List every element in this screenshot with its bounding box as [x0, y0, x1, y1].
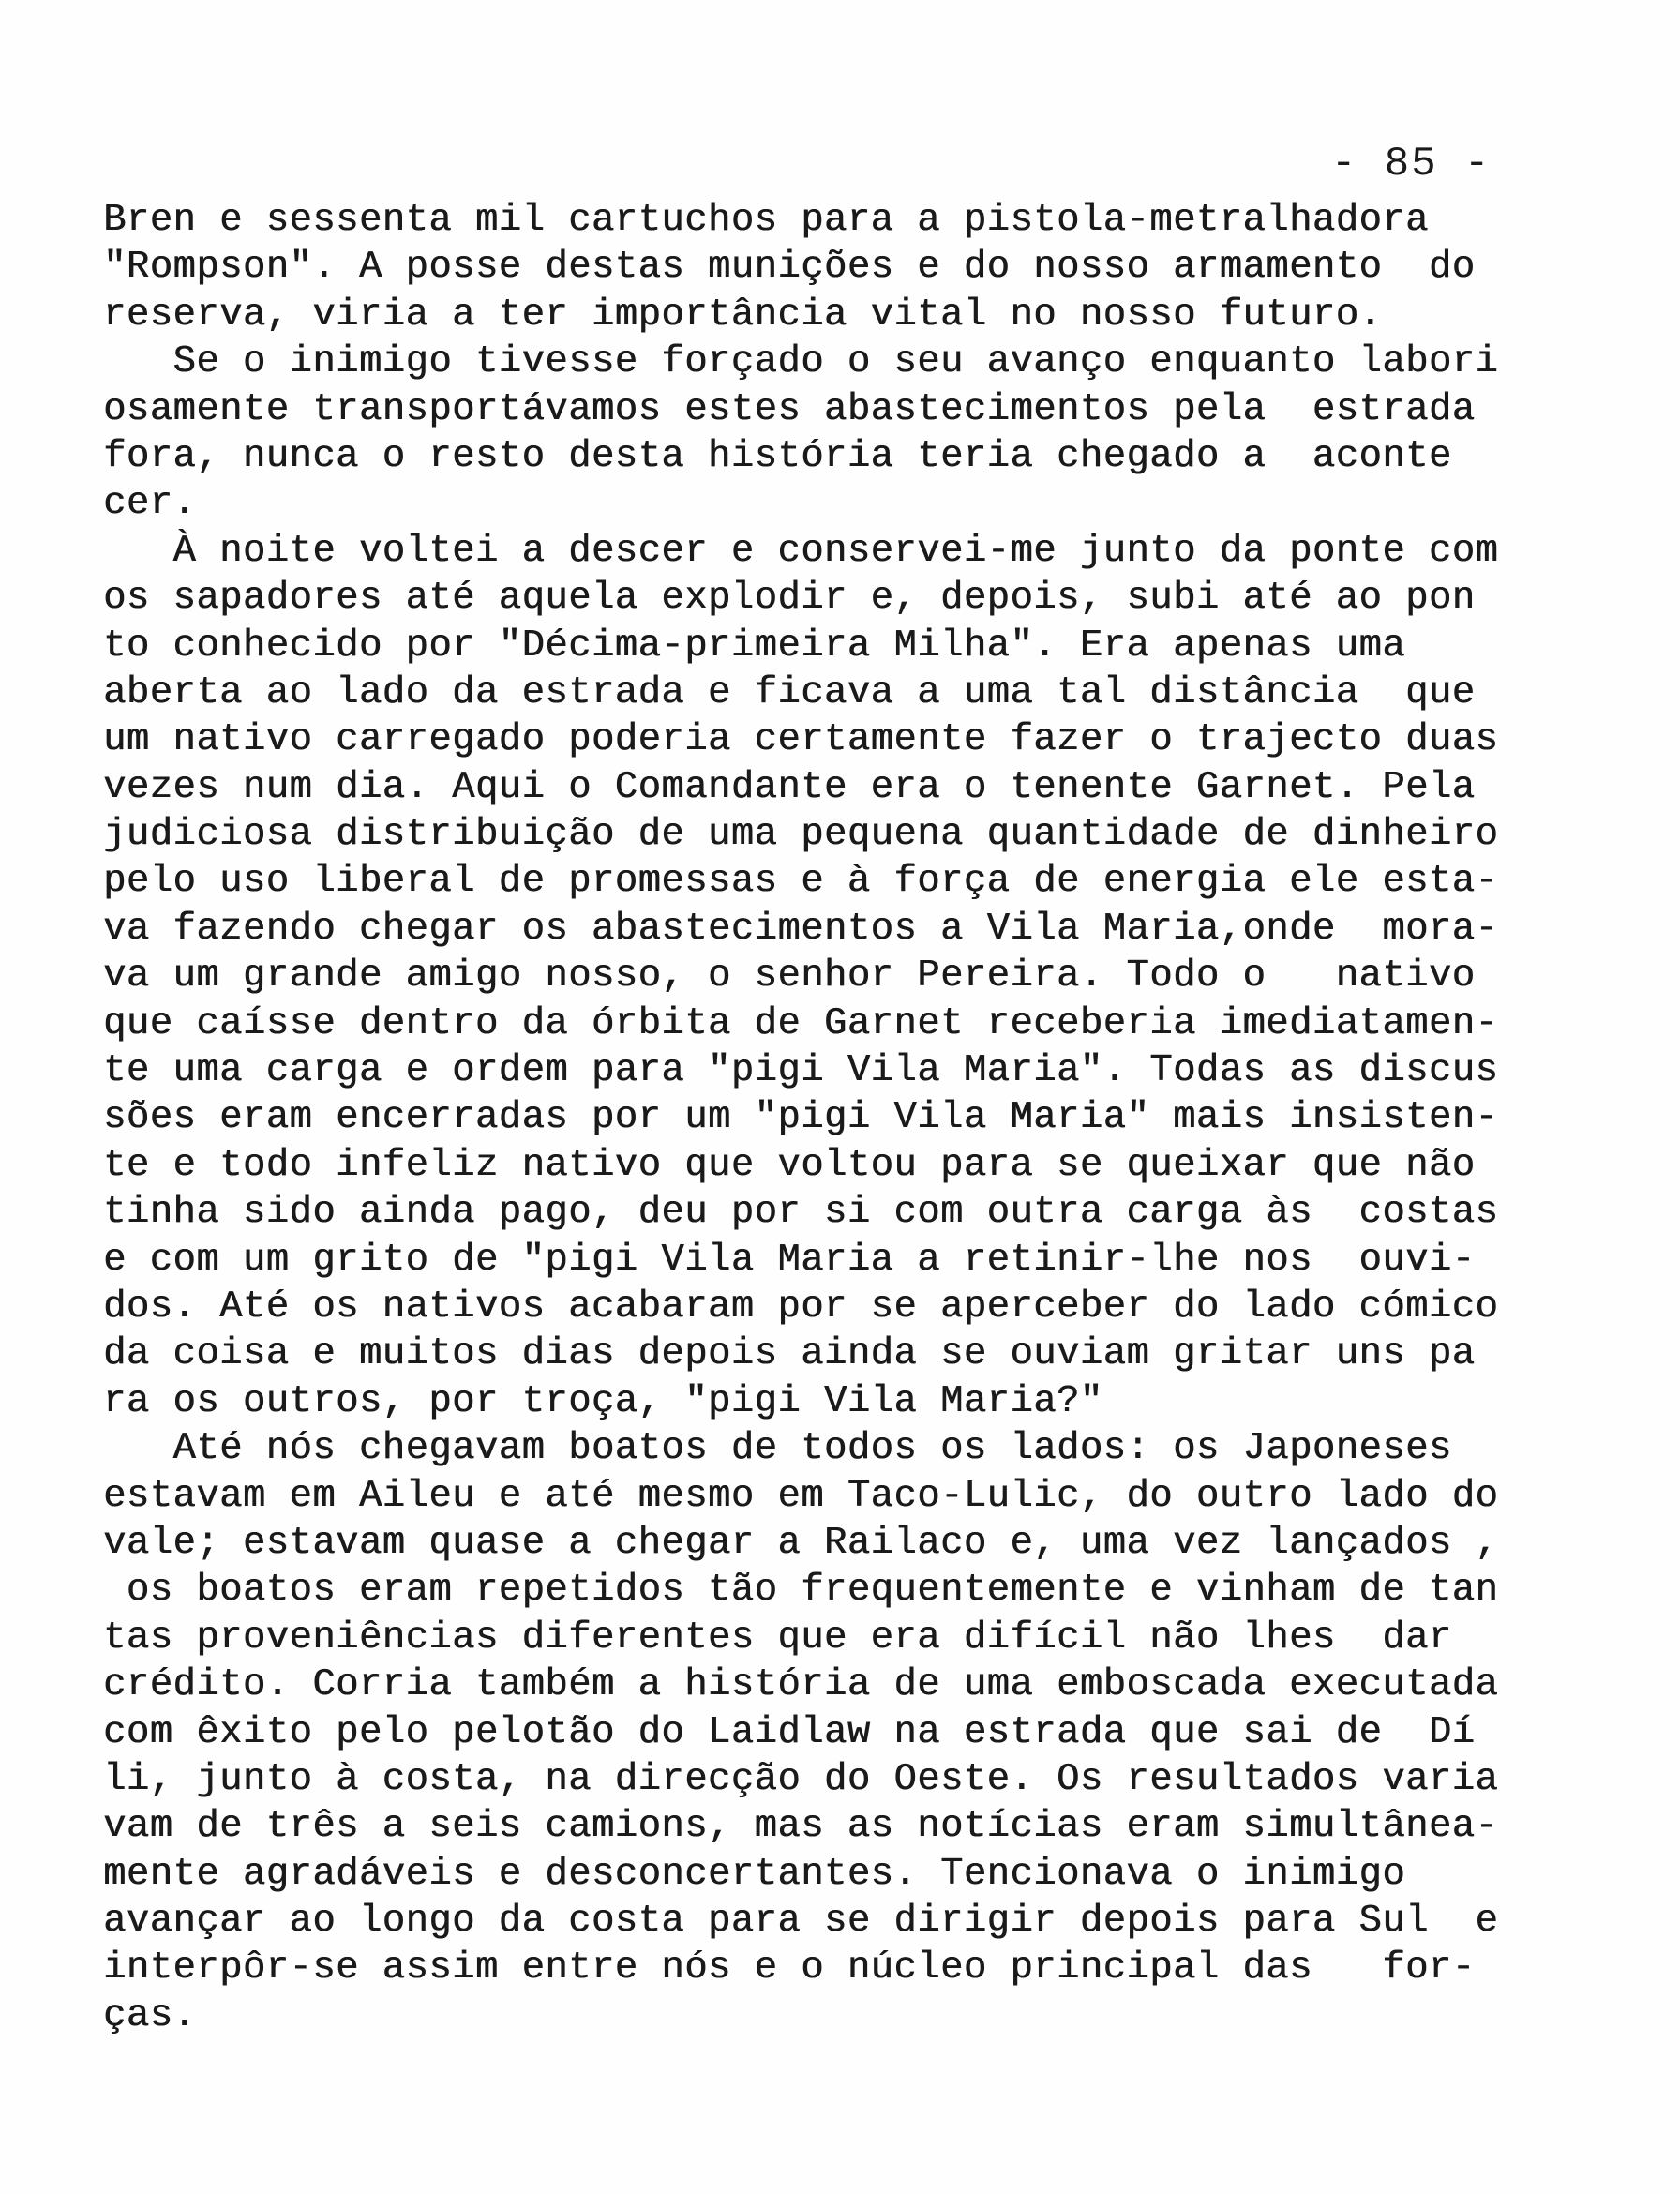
text-line: com êxito pelo pelotão do Laidlaw na estrada que sai de Dí [103, 1710, 1476, 1754]
page-number: - 85 - [1331, 141, 1492, 188]
text-line: vam de três a seis camions, mas as notícias eram simultânea- [103, 1805, 1499, 1849]
text-line: mente agradáveis e desconcertantes. Tencionava o inimigo [103, 1852, 1406, 1896]
text-line: estavam em Aileu e até mesmo em Taco-Lulic, do outro lado do [103, 1474, 1499, 1518]
text-line: te uma carga e ordem para "pigi Vila Maria". Todas as discus [103, 1049, 1499, 1093]
text-line: crédito. Corria também a história de uma emboscada executada [103, 1663, 1499, 1707]
text-line: tinha sido ainda pago, deu por si com outra carga às costas [103, 1191, 1499, 1235]
text-line: tas proveniências diferentes que era difícil não lhes dar [103, 1615, 1452, 1660]
text-line: avançar ao longo da costa para se dirigir depois para Sul e [103, 1900, 1499, 1944]
text-line: um nativo carregado poderia certamente fazer o trajecto duas [103, 718, 1499, 762]
text-line: cer. [103, 482, 197, 526]
text-line: va fazendo chegar os abastecimentos a Vila Maria,onde mora- [103, 907, 1499, 951]
text-line: to conhecido por "Décima-primeira Milha". Era apenas uma [103, 624, 1406, 668]
text-line: va um grande amigo nosso, o senhor Pereira. Todo o nativo [103, 954, 1476, 999]
text-line: te e todo infeliz nativo que voltou para se queixar que não [103, 1143, 1476, 1187]
text-line: Bren e sessenta mil cartuchos para a pistola-metralhadora [103, 199, 1429, 242]
text-line: dos. Até os nativos acabaram por se aperceber do lado cómico [103, 1285, 1499, 1329]
text-line: vale; estavam quase a chegar a Railaco e, uma vez lançados , [103, 1521, 1499, 1565]
text-line: judiciosa distribuição de uma pequena quantidade de dinheiro [103, 813, 1499, 857]
text-line: Se o inimigo tivesse forçado o seu avanço enquanto labori [103, 340, 1499, 384]
text-line: osamente transportávamos estes abastecimentos pela estrada [103, 387, 1476, 431]
text-line: "Rompson". A posse destas munições e do nosso armamento do [103, 246, 1476, 290]
text-line: interpôr-se assim entre nós e o núcleo principal das for- [103, 1946, 1476, 1991]
text-line: os sapadores até aquela explodir e, depois, subi até ao pon [103, 577, 1476, 621]
text-line: li, junto à costa, na direcção do Oeste. Os resultados varia [103, 1757, 1499, 1801]
text-line: À noite voltei a descer e conservei-me junto da ponte com [103, 529, 1499, 573]
text-line: os boatos eram repetidos tão frequentemente e vinham de tan [103, 1569, 1499, 1613]
text-line: da coisa e muitos dias depois ainda se ouviam gritar uns pa [103, 1332, 1476, 1376]
text-line: aberta ao lado da estrada e ficava a uma tal distância que [103, 670, 1476, 714]
text-line: Até nós chegavam boatos de todos os lados: os Japoneses [103, 1427, 1452, 1471]
text-line: reserva, viria a ter importância vital no nosso futuro. [103, 293, 1383, 337]
body-text [103, 197, 1519, 2039]
text-line: fora, nunca o resto desta história teria chegado a aconte [103, 434, 1452, 478]
text-line: que caísse dentro da órbita de Garnet receberia imediatamen- [103, 1001, 1499, 1045]
text-line: e com um grito de "pigi Vila Maria a retinir-lhe nos ouvi- [103, 1238, 1476, 1282]
text-line: pelo uso liberal de promessas e à força de energia ele esta- [103, 860, 1499, 904]
text-line: ças. [103, 1993, 197, 2037]
text-line: vezes num dia. Aqui o Comandante era o tenente Garnet. Pela [103, 765, 1476, 809]
text-line: sões eram encerradas por um "pigi Vila Maria" mais insisten- [103, 1096, 1499, 1140]
text-line: ra os outros, por troça, "pigi Vila Maria?" [103, 1379, 1103, 1423]
